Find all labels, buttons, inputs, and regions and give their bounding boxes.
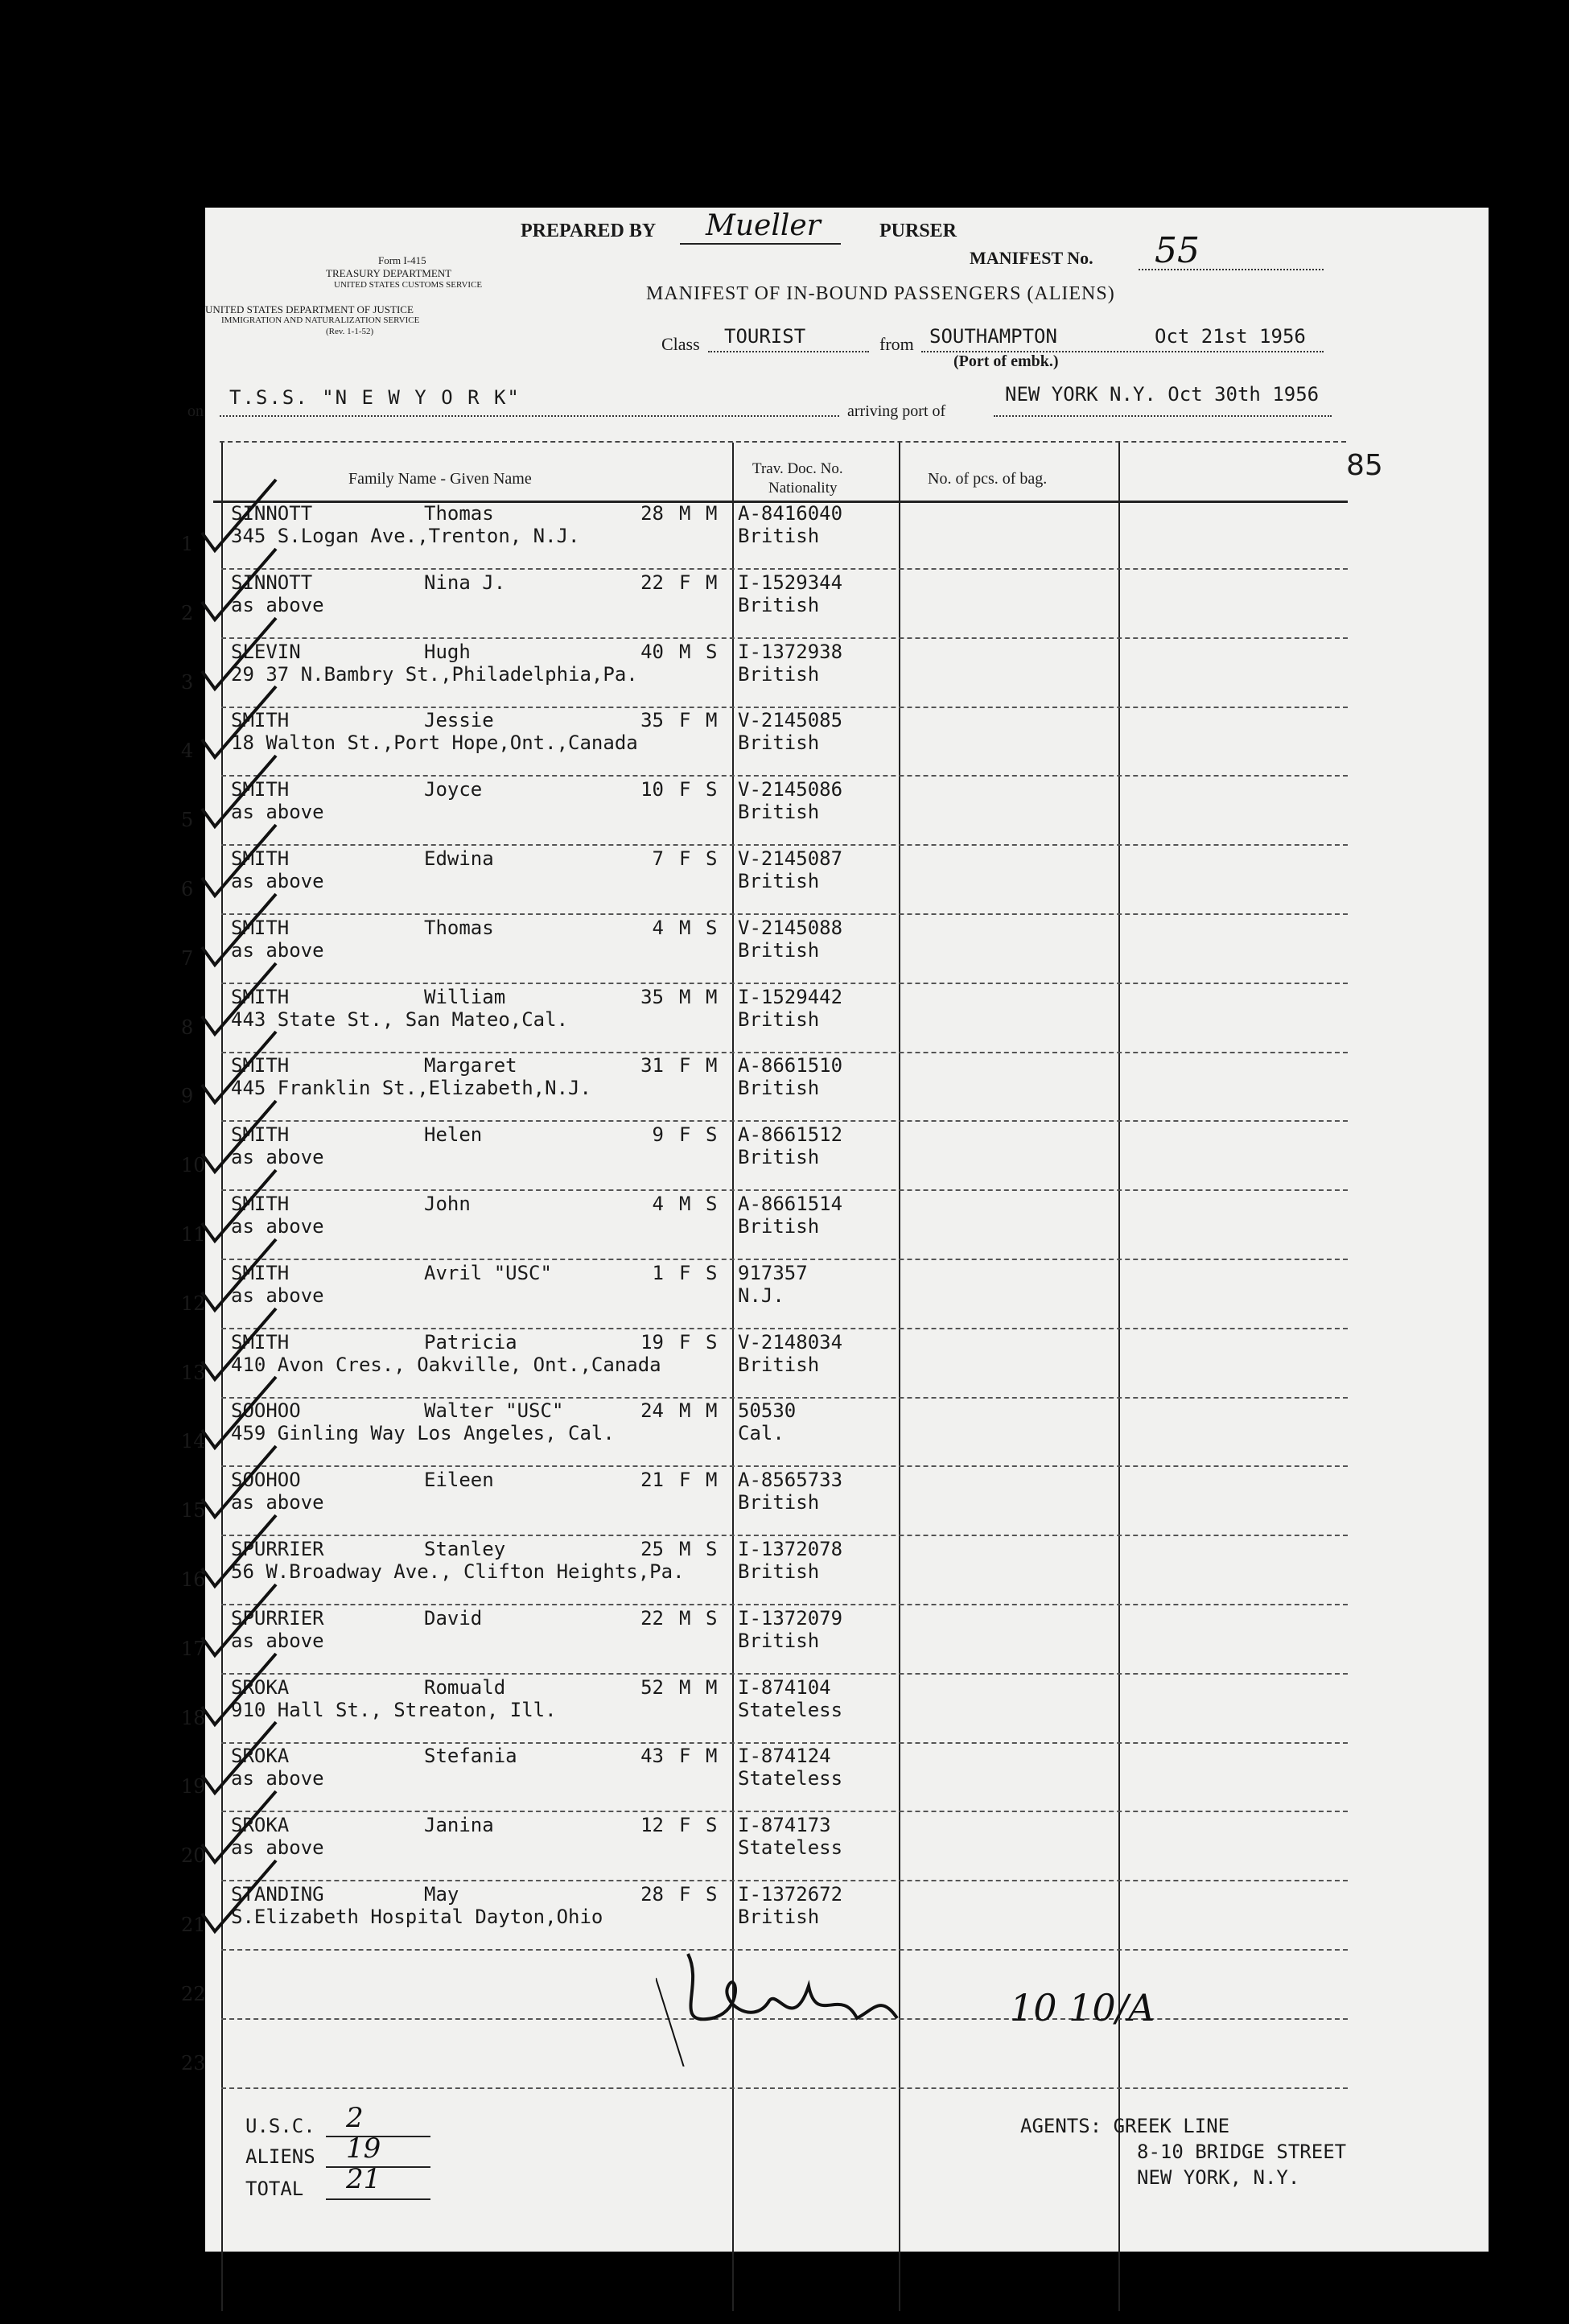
row-number: 9 <box>181 1085 194 1108</box>
table-row <box>181 501 1489 570</box>
table-row <box>181 1536 1489 1605</box>
nationality: British <box>738 662 820 686</box>
agents-name: AGENTS: GREEK LINE <box>1020 2115 1230 2137</box>
address: as above <box>231 801 324 824</box>
port-embk-label: (Port of embk.) <box>953 352 1059 370</box>
age: 12 <box>640 1814 664 1837</box>
marital-status: S <box>706 640 718 663</box>
given-name: Joyce <box>424 778 483 801</box>
aliens-value: 19 <box>346 2132 381 2165</box>
marital-status: S <box>706 1883 718 1906</box>
marital-status: S <box>706 1330 718 1354</box>
row-number: 20 <box>181 1844 206 1868</box>
sex: F <box>679 709 691 732</box>
prepared-by-label: PREPARED BY <box>521 220 657 241</box>
marital-status: M <box>706 571 718 594</box>
class-label: Class <box>661 334 700 354</box>
surname: SMITH <box>231 985 290 1008</box>
sex: F <box>679 1123 691 1147</box>
from-value: SOUTHAMPTON <box>929 325 1057 348</box>
from-label: from <box>879 334 914 354</box>
age: 31 <box>640 1054 664 1078</box>
total-value: 21 <box>346 2163 381 2195</box>
marital-status: M <box>706 985 718 1008</box>
marital-status: S <box>706 778 718 801</box>
sex: M <box>679 1606 691 1630</box>
nationality: British <box>738 731 820 755</box>
surname: SMITH <box>231 847 290 870</box>
nationality: British <box>738 1560 820 1583</box>
row-number: 1 <box>181 533 194 555</box>
marital-status: S <box>706 1193 718 1215</box>
total-line <box>326 2198 430 2200</box>
manifest-page <box>181 208 1489 2252</box>
marital-status: S <box>706 1123 718 1147</box>
travel-doc: 917357 <box>738 1261 808 1284</box>
given-name: Edwina <box>424 847 494 870</box>
class-value: TOURIST <box>724 325 806 348</box>
table-row <box>181 915 1489 984</box>
row-number: 16 <box>181 1568 206 1591</box>
given-name: Janina <box>424 1814 494 1837</box>
age: 25 <box>640 1538 664 1560</box>
surname: SPURRIER <box>231 1606 324 1630</box>
address: as above <box>231 870 324 892</box>
row-separator <box>221 2087 1348 2089</box>
table-row <box>181 639 1489 708</box>
age: 4 <box>652 916 664 939</box>
marital-status: M <box>706 1469 718 1492</box>
sex: M <box>679 640 691 663</box>
nationality: British <box>738 1906 820 1928</box>
given-name: Stefania <box>424 1745 517 1768</box>
row-number: 8 <box>181 1016 194 1039</box>
arriving-line <box>994 415 1332 417</box>
row-number: 3 <box>181 670 194 694</box>
agents-address: 8-10 BRIDGE STREET <box>1137 2141 1347 2163</box>
given-name: Hugh <box>424 640 471 663</box>
age: 9 <box>652 1123 664 1147</box>
address: 56 W.Broadway Ave., Clifton Heights,Pa. <box>231 1560 685 1583</box>
travel-doc: V-2145086 <box>738 778 843 801</box>
travel-doc: 50530 <box>738 1399 797 1423</box>
age: 21 <box>640 1469 664 1492</box>
surname: SMITH <box>231 1261 290 1284</box>
table-top-rule <box>220 441 1346 443</box>
nationality: British <box>738 1215 820 1238</box>
sex: M <box>679 1538 691 1560</box>
surname: SROKA <box>231 1675 290 1699</box>
sex: F <box>679 1883 691 1906</box>
nationality: British <box>738 801 820 824</box>
travel-doc: A-8416040 <box>738 502 843 525</box>
age: 10 <box>640 778 664 801</box>
age: 28 <box>640 1883 664 1906</box>
table-row <box>181 846 1489 915</box>
age: 1 <box>652 1261 664 1284</box>
surname: SROKA <box>231 1814 290 1837</box>
given-name: Patricia <box>424 1330 517 1354</box>
sex: F <box>679 778 691 801</box>
given-name: Margaret <box>424 1054 517 1078</box>
address: 18 Walton St.,Port Hope,Ont.,Canada <box>231 731 638 755</box>
row-number: 14 <box>181 1430 206 1453</box>
surname: SMITH <box>231 778 290 801</box>
aliens-label: ALIENS <box>245 2145 315 2168</box>
address: 345 S.Logan Ave.,Trenton, N.J. <box>231 525 580 547</box>
surname: SLEVIN <box>231 640 301 663</box>
prepared-by-value: Mueller <box>706 209 821 242</box>
travel-doc: A-8661512 <box>738 1123 843 1147</box>
surname: SOOHOO <box>231 1399 301 1423</box>
row-number: 21 <box>181 1914 206 1936</box>
age: 4 <box>652 1193 664 1215</box>
address: as above <box>231 1491 324 1514</box>
nationality: British <box>738 938 820 962</box>
table-row <box>181 984 1489 1053</box>
manifest-title: MANIFEST OF IN-BOUND PASSENGERS (ALIENS) <box>646 283 1115 304</box>
marital-status: S <box>706 1538 718 1560</box>
address: 29 37 N.Bambry St.,Philadelphia,Pa. <box>231 662 638 686</box>
nationality: British <box>738 1077 820 1100</box>
departure-date: Oct 21st 1956 <box>1155 325 1306 348</box>
row-number: 15 <box>181 1499 206 1523</box>
row-number: 18 <box>181 1706 206 1729</box>
travel-doc: I-1529344 <box>738 571 843 594</box>
nationality: Stateless <box>738 1698 843 1721</box>
table-row <box>181 1812 1489 1881</box>
page-number: 85 <box>1346 449 1383 482</box>
sex: M <box>679 1399 691 1423</box>
row-number: 4 <box>181 740 194 763</box>
age: 52 <box>640 1675 664 1699</box>
given-name: John <box>424 1193 471 1215</box>
manifest-no-line <box>1139 269 1324 270</box>
travel-doc: I-874124 <box>738 1745 831 1768</box>
table-row <box>181 1260 1489 1329</box>
treasury-dept: TREASURY DEPARTMENT <box>326 267 452 279</box>
address: as above <box>231 938 324 962</box>
marital-status: S <box>706 1606 718 1630</box>
travel-doc: V-2148034 <box>738 1330 843 1354</box>
arriving-port-date: NEW YORK N.Y. Oct 30th 1956 <box>1005 383 1320 406</box>
ship-line <box>220 415 839 417</box>
travel-doc: I-1529442 <box>738 985 843 1008</box>
travel-doc: I-1372938 <box>738 640 843 663</box>
table-row <box>181 1053 1489 1122</box>
surname: SINNOTT <box>231 571 313 594</box>
ins-service: IMMIGRATION AND NATURALIZATION SERVICE <box>221 315 420 325</box>
sex: M <box>679 1675 691 1699</box>
row-number: 7 <box>181 946 194 970</box>
table-row <box>181 777 1489 846</box>
address: as above <box>231 1629 324 1652</box>
travel-doc: V-2145087 <box>738 847 843 870</box>
purser-label: PURSER <box>879 220 957 241</box>
surname: SPURRIER <box>231 1538 324 1560</box>
sex: F <box>679 1054 691 1078</box>
nationality: British <box>738 1007 820 1031</box>
marital-status: S <box>706 847 718 870</box>
given-name: May <box>424 1883 459 1906</box>
age: 22 <box>640 1606 664 1630</box>
nationality: British <box>738 525 820 547</box>
marital-status: S <box>706 1814 718 1837</box>
marital-status: M <box>706 1745 718 1768</box>
marital-status: S <box>706 916 718 939</box>
row-number: 17 <box>181 1637 206 1660</box>
age: 40 <box>640 640 664 663</box>
table-row <box>181 1743 1489 1812</box>
travel-doc: A-8565733 <box>738 1469 843 1492</box>
given-name: Helen <box>424 1123 483 1147</box>
sex: F <box>679 571 691 594</box>
travel-doc: I-1372672 <box>738 1883 843 1906</box>
on-label: on <box>187 402 204 420</box>
travel-doc: I-874173 <box>738 1814 831 1837</box>
row-number: 19 <box>181 1775 206 1799</box>
surname: SOOHOO <box>231 1469 301 1492</box>
col-header-nationality: Nationality <box>768 480 838 497</box>
row-number: 12 <box>181 1292 206 1315</box>
row-number: 11 <box>181 1223 206 1246</box>
table-row <box>181 1605 1489 1675</box>
surname: SMITH <box>231 1193 290 1215</box>
given-name: Romuald <box>424 1675 506 1699</box>
marital-status: M <box>706 1675 718 1699</box>
total-label: TOTAL <box>245 2178 304 2200</box>
address: 445 Franklin St.,Elizabeth,N.J. <box>231 1077 591 1100</box>
travel-doc: V-2145085 <box>738 709 843 732</box>
surname: SINNOTT <box>231 502 313 525</box>
row-number: 2 <box>181 601 194 624</box>
surname: STANDING <box>231 1883 324 1906</box>
surname: SMITH <box>231 709 290 732</box>
age: 24 <box>640 1399 664 1423</box>
row-number: 13 <box>181 1361 206 1384</box>
sex: M <box>679 916 691 939</box>
table-row <box>181 707 1489 777</box>
sex: F <box>679 1261 691 1284</box>
customs-service: UNITED STATES CUSTOMS SERVICE <box>334 280 483 290</box>
address: 459 Ginling Way Los Angeles, Cal. <box>231 1422 615 1445</box>
nationality: Stateless <box>738 1836 843 1860</box>
nationality: British <box>738 1629 820 1652</box>
prepared-by-underline <box>680 243 841 245</box>
address: S.Elizabeth Hospital Dayton,Ohio <box>231 1906 603 1928</box>
row-number: 10 <box>181 1154 206 1177</box>
nationality: British <box>738 870 820 892</box>
agents-city: NEW YORK, N.Y. <box>1137 2166 1300 2189</box>
given-name: Jessie <box>424 709 494 732</box>
age: 7 <box>652 847 664 870</box>
given-name: Eileen <box>424 1469 494 1492</box>
usc-value: 2 <box>346 2102 364 2134</box>
table-row <box>181 570 1489 639</box>
given-name: Thomas <box>424 916 494 939</box>
row-number: 22 <box>181 1982 206 2005</box>
nationality: British <box>738 1353 820 1376</box>
sex: M <box>679 985 691 1008</box>
given-name: David <box>424 1606 483 1630</box>
manifest-no-label: MANIFEST No. <box>970 248 1093 268</box>
form-revision: (Rev. 1-1-52) <box>326 327 374 336</box>
age: 19 <box>640 1330 664 1354</box>
given-name: Stanley <box>424 1538 506 1560</box>
address: 410 Avon Cres., Oakville, Ont.,Canada <box>231 1353 661 1376</box>
travel-doc: I-1372078 <box>738 1538 843 1560</box>
surname: SMITH <box>231 916 290 939</box>
given-name: Walter "USC" <box>424 1399 564 1423</box>
table-row <box>181 1467 1489 1536</box>
form-number: Form I-415 <box>378 254 426 266</box>
address: 910 Hall St., Streaton, Ill. <box>231 1698 557 1721</box>
row-number: 5 <box>181 809 194 832</box>
handwritten-annotation: 10 10/A <box>1010 1986 1155 2029</box>
marital-status: M <box>706 1054 718 1078</box>
marital-status: S <box>706 1261 718 1284</box>
nationality: British <box>738 1491 820 1514</box>
age: 43 <box>640 1745 664 1768</box>
surname: SMITH <box>231 1054 290 1078</box>
table-row <box>181 1329 1489 1399</box>
travel-doc: V-2145088 <box>738 916 843 939</box>
address: as above <box>231 1146 324 1169</box>
nationality: Cal. <box>738 1422 784 1445</box>
age: 22 <box>640 571 664 594</box>
justice-dept: UNITED STATES DEPARTMENT OF JUSTICE <box>205 303 414 315</box>
marital-status: M <box>706 502 718 525</box>
surname: SMITH <box>231 1123 290 1147</box>
nationality: British <box>738 1146 820 1169</box>
address: as above <box>231 1215 324 1238</box>
travel-doc: A-8661514 <box>738 1193 843 1215</box>
sex: M <box>679 1193 691 1215</box>
manifest-no: 55 <box>1155 230 1200 271</box>
col-header-bags: No. of pcs. of bag. <box>928 470 1048 488</box>
sex: F <box>679 1814 691 1837</box>
address: as above <box>231 1836 324 1860</box>
marital-status: M <box>706 1399 718 1423</box>
nationality: British <box>738 593 820 616</box>
surname: SROKA <box>231 1745 290 1768</box>
marital-status: M <box>706 709 718 732</box>
table-row <box>181 1675 1489 1744</box>
sex: F <box>679 847 691 870</box>
address: 443 State St., San Mateo,Cal. <box>231 1007 569 1031</box>
sex: F <box>679 1469 691 1492</box>
surname: SMITH <box>231 1330 290 1354</box>
arriving-label: arriving port of <box>847 402 946 420</box>
sex: F <box>679 1330 691 1354</box>
address: as above <box>231 1284 324 1307</box>
row-number: 23 <box>181 2051 206 2075</box>
nationality: N.J. <box>738 1284 784 1307</box>
table-row <box>181 1191 1489 1260</box>
col-header-name: Family Name - Given Name <box>348 470 532 488</box>
travel-doc: I-874104 <box>738 1675 831 1699</box>
table-row <box>181 1122 1489 1191</box>
class-line <box>708 351 869 352</box>
given-name: Nina J. <box>424 571 506 594</box>
ship-name: T.S.S. "N E W Y O R K" <box>229 386 521 409</box>
col-header-doc: Trav. Doc. No. <box>752 460 843 477</box>
usc-label: U.S.C. <box>245 2115 315 2137</box>
age: 35 <box>640 985 664 1008</box>
nationality: Stateless <box>738 1767 843 1790</box>
travel-doc: I-1372079 <box>738 1606 843 1630</box>
address: as above <box>231 593 324 616</box>
given-name: William <box>424 985 506 1008</box>
sex: M <box>679 502 691 525</box>
address: as above <box>231 1767 324 1790</box>
given-name: Avril "USC" <box>424 1261 552 1284</box>
row-number: 6 <box>181 878 194 900</box>
age: 35 <box>640 709 664 732</box>
given-name: Thomas <box>424 502 494 525</box>
age: 28 <box>640 502 664 525</box>
check-mark-icon <box>196 1857 284 1938</box>
travel-doc: A-8661510 <box>738 1054 843 1078</box>
sex: F <box>679 1745 691 1768</box>
table-row <box>181 1398 1489 1467</box>
